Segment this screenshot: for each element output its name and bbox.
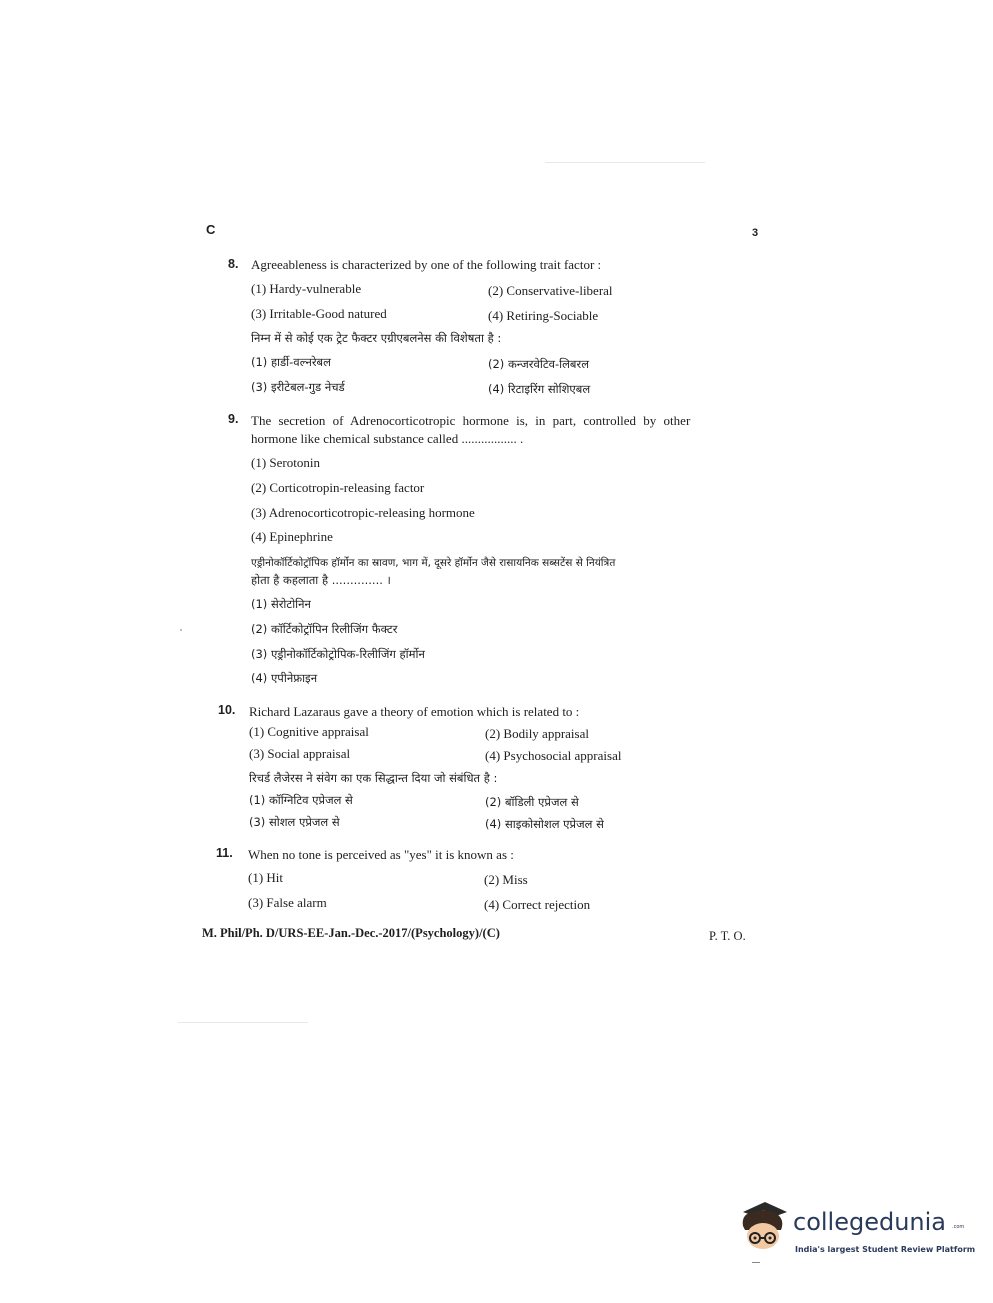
option-1: (1) Cognitive appraisal bbox=[249, 724, 369, 739]
question-number: 10. bbox=[218, 703, 236, 717]
paper-code: M. Phil/Ph. D/URS-EE-Jan.-Dec.-2017/(Psychology)/(C) bbox=[202, 926, 500, 940]
option-3-hindi: (3) सोशल एप्रेजल से bbox=[249, 815, 340, 829]
question-text-hindi-line-2: होता है कहलाता है .............. । bbox=[251, 573, 391, 587]
collegedunia-logo bbox=[735, 1196, 976, 1266]
question-text-hindi: निम्न में से कोई एक ट्रेट फैक्टर एग्रीएबलनेस की विशेषता है : bbox=[251, 331, 502, 345]
option-4-hindi: (4) एपीनेफ्राइन bbox=[251, 671, 318, 685]
option-4: (4) Epinephrine bbox=[251, 529, 333, 544]
option-2-hindi: (2) कन्जरवेटिव-लिबरल bbox=[488, 357, 589, 371]
option-1: (1) Serotonin bbox=[251, 455, 320, 470]
scan-artifact-line bbox=[545, 162, 705, 163]
option-2: (2) Miss bbox=[484, 872, 528, 887]
logo-domain: .com bbox=[952, 1224, 965, 1230]
option-1-hindi: (1) सेरोटोनिन bbox=[251, 597, 311, 611]
logo-tagline: India's largest Student Review Platform bbox=[795, 1245, 976, 1254]
question-text-line-1: The secretion of Adrenocorticotropic hormone is, in part, controlled by other bbox=[251, 413, 691, 428]
option-3-hindi: (3) इरीटेबल-गुड नेचर्ड bbox=[251, 380, 345, 394]
option-2: (2) Conservative-liberal bbox=[488, 283, 613, 298]
question-text-line-2: hormone like chemical substance called ................. . bbox=[251, 431, 524, 446]
option-3: (3) Adrenocorticotropic-releasing hormone bbox=[251, 505, 475, 520]
scan-artifact-dot bbox=[180, 629, 182, 631]
option-2: (2) Corticotropin-releasing factor bbox=[251, 480, 425, 495]
option-4: (4) Retiring-Sociable bbox=[488, 308, 599, 323]
option-4: (4) Psychosocial appraisal bbox=[485, 748, 622, 763]
question-number: 8. bbox=[228, 257, 239, 271]
option-2-hindi: (2) कॉर्टिकोट्रॉपिन रिलीजिंग फैक्टर bbox=[251, 622, 398, 636]
option-1: (1) Hardy-vulnerable bbox=[251, 281, 362, 296]
option-4: (4) Correct rejection bbox=[484, 897, 591, 912]
option-3: (3) False alarm bbox=[248, 895, 327, 910]
option-1-hindi: (1) हार्डी-वल्नरेबल bbox=[251, 355, 331, 369]
option-2-hindi: (2) बॉडिली एप्रेजल से bbox=[485, 795, 579, 809]
option-4-hindi: (4) साइकोसोशल एप्रेजल से bbox=[485, 817, 604, 831]
logo-wordmark: collegedunia bbox=[793, 1208, 947, 1236]
page-number: 3 bbox=[752, 227, 759, 239]
question-text: Richard Lazaraus gave a theory of emotion which is related to : bbox=[249, 704, 580, 719]
question-number: 11. bbox=[216, 846, 233, 860]
question-text-hindi-line-1: एड्रीनोकॉर्टिकोट्रॉपिक हॉर्मोन का स्रावण, भाग में, दूसरे हॉर्मोन जैसे रासायनिक सब्सटेंस से नियंत्रित bbox=[251, 557, 616, 569]
option-1-hindi: (1) कॉग्निटिव एप्रेजल से bbox=[249, 793, 353, 807]
question-text-hindi: रिचर्ड लैजेरस ने संवेग का एक सिद्धान्त दिया जो संबंधित है : bbox=[249, 771, 498, 785]
option-3-hindi: (3) एड्रीनोकॉर्टिकोट्रोपिक-रिलीजिंग हॉर्मोन bbox=[251, 647, 425, 661]
scan-artifact-line bbox=[752, 1262, 760, 1263]
scan-artifact-line bbox=[178, 1022, 308, 1023]
option-3: (3) Irritable-Good natured bbox=[251, 306, 387, 321]
option-1: (1) Hit bbox=[248, 870, 284, 885]
mascot-icon bbox=[735, 1196, 791, 1256]
option-3: (3) Social appraisal bbox=[249, 746, 351, 761]
question-number: 9. bbox=[228, 412, 239, 426]
question-set-letter: C bbox=[206, 222, 216, 237]
pto-label: P. T. O. bbox=[709, 929, 746, 943]
question-text: Agreeableness is characterized by one of the following trait factor : bbox=[251, 257, 602, 272]
option-4-hindi: (4) रिटाइरिंग सोशिएबल bbox=[488, 382, 591, 396]
question-text: When no tone is perceived as "yes" it is known as : bbox=[248, 847, 514, 862]
option-2: (2) Bodily appraisal bbox=[485, 726, 589, 741]
